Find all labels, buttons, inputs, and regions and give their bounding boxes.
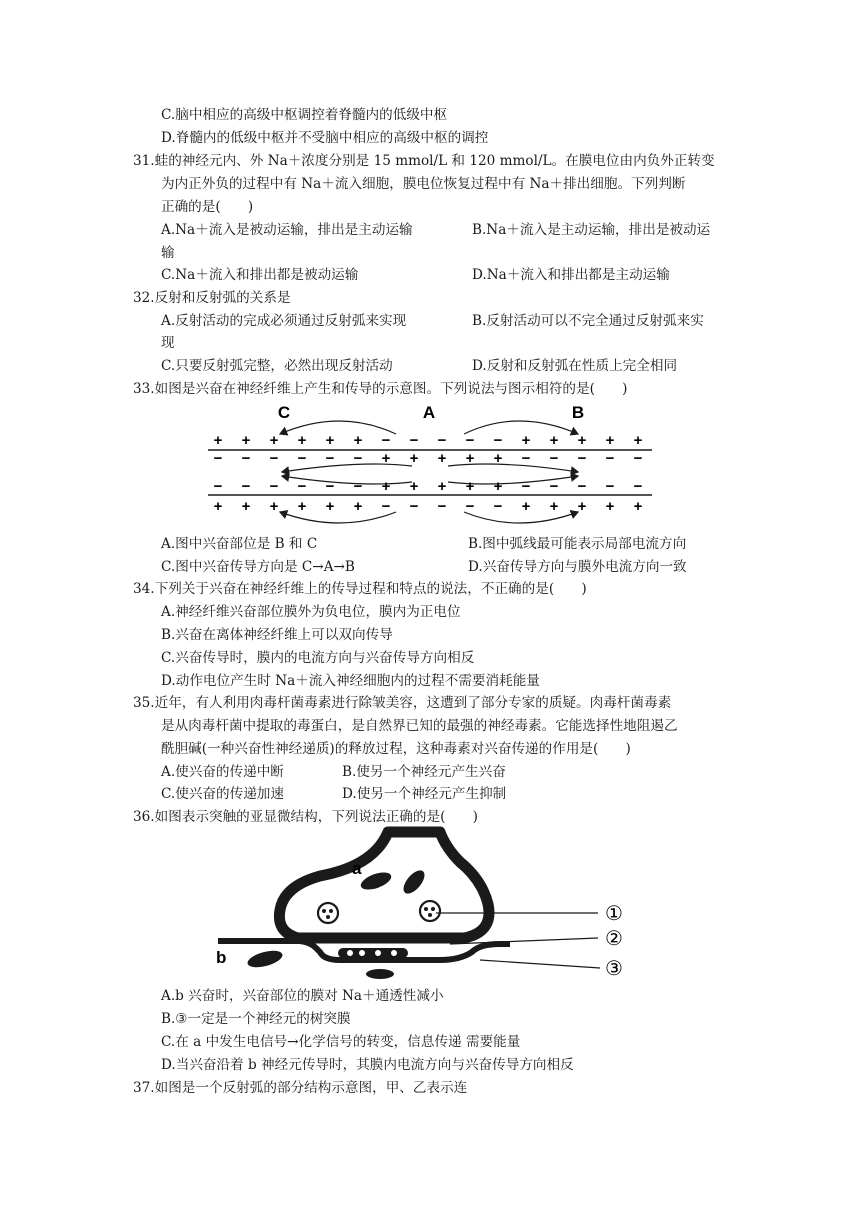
q35-option-a: A.使兴奋的传递中断 — [161, 764, 284, 780]
q37-stem: 37.如图是一个反射弧的部分结构示意图，甲、乙表示连 — [133, 1080, 468, 1096]
charge-sign: − — [241, 478, 251, 495]
q31-option-d: D.Na＋流入和排出都是主动运输 — [472, 267, 670, 283]
q32-stem: 32.反射和反射弧的关系是 — [133, 290, 291, 306]
charge-sign: − — [577, 450, 587, 467]
charge-sign: + — [605, 498, 615, 515]
charge-sign: + — [353, 432, 363, 449]
charge-sign: + — [521, 432, 531, 449]
charge-sign: + — [549, 432, 559, 449]
charge-sign: + — [465, 478, 475, 495]
fiber-label-a: A — [422, 403, 436, 422]
q34-option-a: A.神经纤维兴奋部位膜外为负电位，膜内为正电位 — [161, 604, 461, 620]
q32-option-d: D.反射和反射弧在性质上完全相同 — [472, 358, 678, 374]
charge-sign: − — [269, 478, 279, 495]
charge-sign: − — [409, 432, 419, 449]
charge-sign: − — [465, 498, 475, 515]
q35-option-b: B.使另一个神经元产生兴奋 — [342, 764, 506, 780]
charge-sign: − — [521, 478, 531, 495]
charge-sign: + — [381, 478, 391, 495]
q36-option-c: C.在 a 中发生电信号→化学信号的转变，信息传递 需要能量 — [161, 1034, 521, 1050]
charge-sign: − — [549, 450, 559, 467]
q31-option-b: B.Na＋流入是主动运输，排出是被动运 — [472, 222, 711, 238]
charge-sign: − — [213, 478, 223, 495]
label-1: ① — [605, 903, 623, 925]
charge-sign: − — [605, 450, 615, 467]
q31-option-a: A.Na＋流入是被动运输，排出是主动运输 — [161, 222, 413, 238]
label-2: ② — [605, 928, 623, 950]
fiber-label-c: C — [277, 403, 291, 422]
charge-sign: + — [297, 432, 307, 449]
charge-sign: − — [437, 432, 447, 449]
charge-sign: + — [325, 432, 335, 449]
charge-sign: + — [577, 432, 587, 449]
q33-option-b: B.图中弧线最可能表示局部电流方向 — [468, 536, 687, 552]
charge-sign: + — [353, 498, 363, 515]
q35-stem-line2: 是从肉毒杆菌中提取的毒蛋白，是自然界已知的最强的神经毒素。它能选择性地阻遏乙 — [161, 718, 678, 734]
q36-option-d: D.当兴奋沿着 b 神经元传导时，其膜内电流方向与兴奋传导方向相反 — [161, 1057, 574, 1073]
mitochondrion — [366, 969, 394, 979]
charge-sign: − — [633, 478, 643, 495]
charge-sign: − — [493, 432, 503, 449]
charge-sign: − — [297, 478, 307, 495]
charge-sign: − — [465, 432, 475, 449]
q32-option-c: C.只要反射弧完整，必然出现反射活动 — [161, 358, 393, 374]
synapse-diagram — [210, 826, 660, 986]
charge-sign: + — [409, 478, 419, 495]
q35-option-c: C.使兴奋的传递加速 — [161, 786, 284, 802]
q36-stem: 36.如图表示突触的亚显微结构，下列说法正确的是( ) — [133, 809, 478, 825]
charge-sign: + — [269, 432, 279, 449]
charge-sign: − — [325, 450, 335, 467]
q35-option-d: D.使另一个神经元产生抑制 — [342, 786, 507, 802]
q34-option-b: B.兴奋在离体神经纤维上可以双向传导 — [161, 627, 393, 643]
charge-sign: + — [605, 432, 615, 449]
charge-sign: − — [437, 498, 447, 515]
q33-option-a: A.图中兴奋部位是 B 和 C — [161, 536, 318, 552]
presynaptic-terminal — [279, 832, 489, 938]
charge-sign: + — [437, 450, 447, 467]
q35-stem-line1: 35.近年，有人利用肉毒杆菌毒素进行除皱美容，这遭到了部分专家的质疑。肉毒杆菌毒素 — [133, 695, 672, 711]
charge-sign: − — [605, 478, 615, 495]
q31-option-b-wrap: 输 — [161, 245, 175, 261]
q33-stem: 33.如图是兴奋在神经纤维上产生和传导的示意图。下列说法与图示相符的是( ) — [133, 381, 628, 397]
charge-sign: + — [269, 498, 279, 515]
charge-sign: + — [493, 450, 503, 467]
q31-stem-line2: 为内正外负的过程中有 Na＋流入细胞，膜电位恢复过程中有 Na＋排出细胞。下列判断 — [161, 176, 686, 192]
charge-sign: + — [213, 432, 223, 449]
charge-sign: + — [633, 498, 643, 515]
q36-option-b: B.③一定是一个神经元的树突膜 — [161, 1011, 351, 1027]
q32-option-b-wrap: 现 — [161, 335, 175, 351]
charge-sign: + — [577, 498, 587, 515]
label-b: b — [216, 948, 227, 967]
charge-sign: − — [213, 450, 223, 467]
q34-option-c: C.兴奋传导时，膜内的电流方向与兴奋传导方向相反 — [161, 650, 475, 666]
leader-line — [480, 960, 600, 968]
charge-sign: + — [633, 432, 643, 449]
q30-option-d: D.脊髓内的低级中枢并不受脑中相应的高级中枢的调控 — [161, 130, 489, 146]
charge-sign: − — [493, 498, 503, 515]
q31-stem-line1: 31.蛙的神经元内、外 Na＋浓度分别是 15 mmol/L 和 120 mmol/L。在膜电位由内负外正转变 — [133, 153, 715, 169]
label-3: ③ — [605, 958, 623, 980]
charge-sign: + — [409, 450, 419, 467]
charge-sign: − — [521, 450, 531, 467]
charge-sign: + — [521, 498, 531, 515]
q32-option-b: B.反射活动可以不完全通过反射弧来实 — [472, 313, 704, 329]
charge-sign: − — [353, 450, 363, 467]
q34-option-d: D.动作电位产生时 Na＋流入神经细胞内的过程不需要消耗能量 — [161, 673, 540, 689]
charge-sign: + — [465, 450, 475, 467]
charge-sign: − — [269, 450, 279, 467]
synaptic-vesicle — [318, 903, 338, 923]
q35-stem-line3: 酰胆碱(一种兴奋性神经递质)的释放过程，这种毒素对兴奋传递的作用是( ) — [161, 741, 631, 757]
synaptic-vesicle — [420, 901, 440, 921]
q34-stem: 34.下列关于兴奋在神经纤维上的传导过程和特点的说法，不正确的是( ) — [133, 581, 587, 597]
charge-sign: − — [353, 478, 363, 495]
charge-sign: − — [325, 478, 335, 495]
charge-sign: + — [381, 450, 391, 467]
charge-sign: − — [297, 450, 307, 467]
charge-sign: + — [241, 432, 251, 449]
charge-sign: − — [241, 450, 251, 467]
charge-sign: + — [493, 478, 503, 495]
q33-option-c: C.图中兴奋传导方向是 C→A→B — [161, 559, 355, 575]
q32-option-a: A.反射活动的完成必须通过反射弧来实现 — [161, 313, 407, 329]
charge-sign: − — [577, 478, 587, 495]
q31-stem-line3: 正确的是( ) — [161, 199, 254, 215]
q30-option-c: C.脑中相应的高级中枢调控着脊髓内的低级中枢 — [161, 107, 448, 123]
q36-option-a: A.b 兴奋时，兴奋部位的膜对 Na＋通透性减小 — [161, 988, 444, 1004]
charge-sign: + — [549, 498, 559, 515]
charge-sign: + — [241, 498, 251, 515]
charge-sign: + — [213, 498, 223, 515]
charge-sign: − — [633, 450, 643, 467]
charge-sign: + — [325, 498, 335, 515]
mitochondrion — [246, 948, 284, 971]
label-a: a — [352, 859, 362, 878]
charge-sign: − — [381, 498, 391, 515]
q31-option-c: C.Na＋流入和排出都是被动运输 — [161, 267, 359, 283]
charge-sign: − — [549, 478, 559, 495]
charge-sign: + — [437, 478, 447, 495]
fiber-label-b: B — [571, 403, 585, 422]
q33-option-d: D.兴奋传导方向与膜外电流方向一致 — [468, 559, 687, 575]
charge-sign: − — [409, 498, 419, 515]
charge-sign: + — [297, 498, 307, 515]
charge-sign: − — [381, 432, 391, 449]
nerve-fiber-diagram — [200, 398, 660, 526]
